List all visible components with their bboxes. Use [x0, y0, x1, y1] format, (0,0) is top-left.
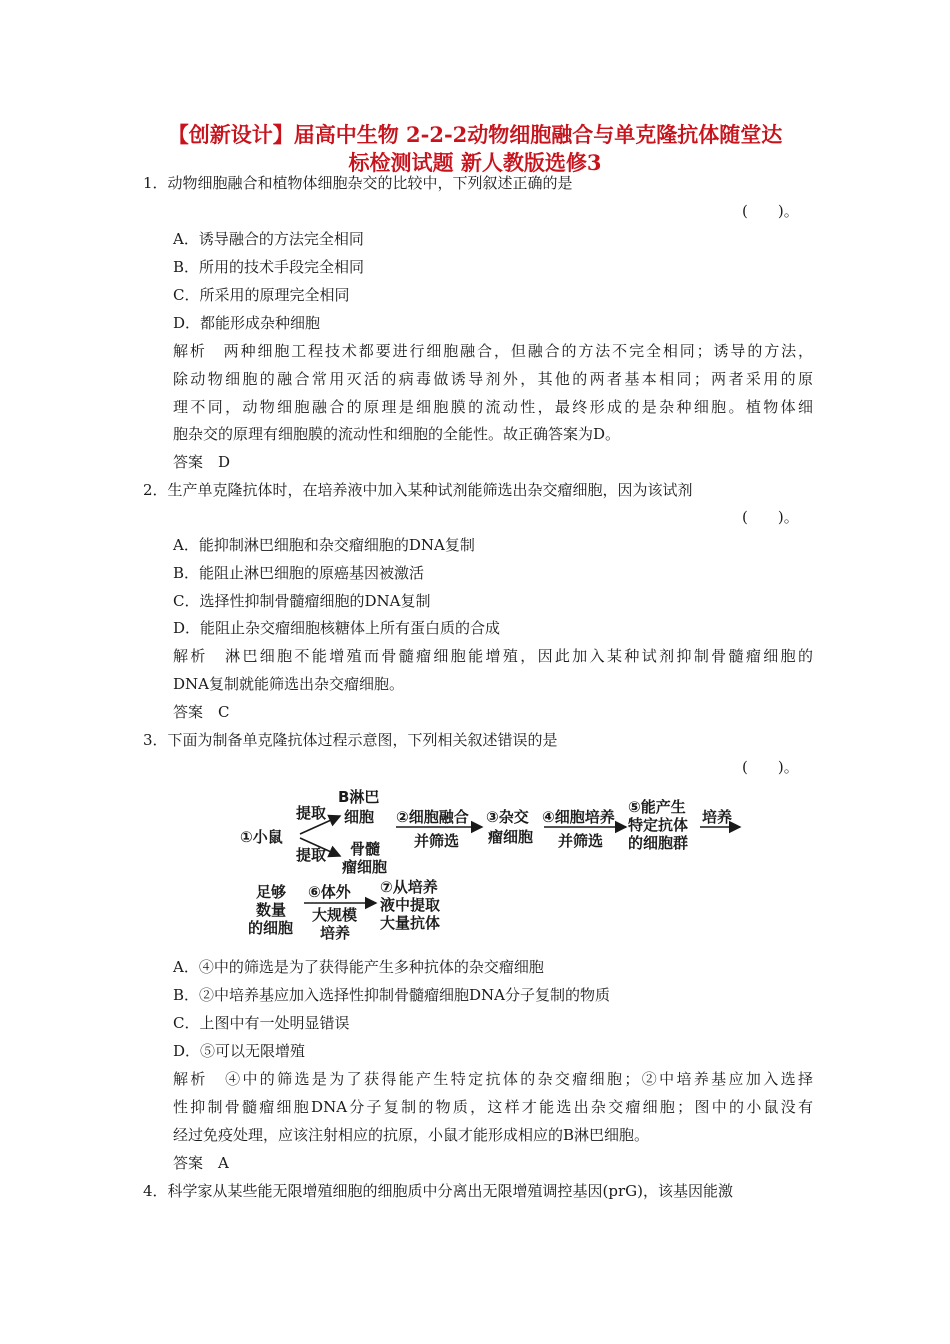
q1-option-c: C．所采用的原理完全相同: [173, 286, 350, 304]
title-line-1: 【创新设计】届高中生物 2-2-2动物细胞融合与单克隆抗体随堂达: [167, 122, 783, 147]
q3-analysis-line: 经过免疫处理，应该注射相应的抗原，小鼠才能形成相应的B淋巴细胞。: [173, 1126, 650, 1144]
diagram-step2-top: ②细胞融合: [396, 808, 469, 826]
diagram-group5-3: 的细胞群: [628, 834, 689, 852]
q1-stem: 1．动物细胞融合和植物体细胞杂交的比较中，下列叙述正确的是: [143, 174, 573, 192]
q2-analysis-line: 解析 淋巴细胞不能增殖而骨髓瘤细胞能增殖，因此加入某种试剂抑制骨髓瘤细胞的: [173, 647, 813, 665]
q1-answer: 答案 D: [173, 453, 231, 471]
q2-option-b: B．能阻止淋巴细胞的原癌基因被激活: [173, 564, 425, 582]
q2-option-a: A．能抑制淋巴细胞和杂交瘤细胞的DNA复制: [173, 536, 475, 554]
q3-option-a: A．④中的筛选是为了获得能产生多种抗体的杂交瘤细胞: [173, 958, 544, 976]
q3-analysis-line: 解析 ④中的筛选是为了获得能产生特定抗体的杂交瘤细胞；②中培养基应加入选择: [173, 1070, 813, 1088]
q1-option-a: A．诱导融合的方法完全相同: [173, 230, 364, 248]
q2-answer-bracket: ( )。: [742, 508, 799, 526]
q3-analysis-line: 性抑制骨髓瘤细胞DNA分子复制的物质，这样才能选出杂交瘤细胞；图中的小鼠没有: [173, 1098, 813, 1116]
diagram-extract-bottom: 提取: [296, 846, 327, 864]
diagram-step4-bottom: 并筛选: [558, 832, 604, 850]
diagram-culture: 培养: [702, 808, 733, 826]
q1-analysis-line: 胞杂交的原理有细胞膜的流动性和细胞的全能性。故正确答案为D。: [173, 425, 621, 443]
diagram-step6-1: ⑥体外: [308, 883, 351, 901]
diagram-group5-2: 特定抗体: [628, 816, 689, 834]
diagram-group5-1: ⑤能产生: [628, 798, 686, 816]
diagram-myeloma-2: 瘤细胞: [342, 858, 388, 876]
diagram-step6-2: 大规模: [312, 906, 358, 924]
diagram-b-cell-1: B淋巴: [338, 788, 380, 806]
q1-option-d: D．都能形成杂种细胞: [173, 314, 321, 332]
diagram-enough-2: 数量: [256, 901, 287, 919]
diagram-enough-1: 足够: [256, 883, 287, 901]
q2-option-d: D．能阻止杂交瘤细胞核糖体上所有蛋白质的合成: [173, 619, 501, 637]
q3-option-c: C．上图中有一处明显错误: [173, 1014, 350, 1032]
q4-stem: 4．科学家从某些能无限增殖细胞的细胞质中分离出无限增殖调控基因(prG)，该基因能激: [143, 1182, 734, 1200]
diagram-step6-3: 培养: [320, 924, 351, 942]
diagram-step7-2: 液中提取: [380, 896, 441, 914]
monoclonal-antibody-process-diagram: [236, 782, 746, 944]
q1-analysis-line: 解析 两种细胞工程技术都要进行细胞融合，但融合的方法不完全相同；诱导的方法，: [173, 342, 813, 360]
q3-answer-bracket: ( )。: [742, 758, 799, 776]
q2-option-c: C．选择性抑制骨髓瘤细胞的DNA复制: [173, 592, 431, 610]
q3-option-d: D．⑤可以无限增殖: [173, 1042, 306, 1060]
q1-analysis-line: 除动物细胞的融合常用灭活的病毒做诱导剂外，其他的两者基本相同；两者采用的原: [173, 370, 813, 388]
diagram-enough-3: 的细胞: [248, 919, 294, 937]
q2-answer: 答案 C: [173, 703, 230, 721]
document-title: [120, 121, 830, 177]
diagram-mouse: ①小鼠: [240, 828, 283, 846]
q2-stem: 2．生产单克隆抗体时，在培养液中加入某种试剂能筛选出杂交瘤细胞，因为该试剂: [143, 481, 693, 499]
diagram-hybridoma-2: 瘤细胞: [488, 828, 534, 846]
diagram-step7-1: ⑦从培养: [380, 878, 438, 896]
diagram-extract-top: 提取: [296, 804, 327, 822]
diagram-step4-top: ④细胞培养: [542, 808, 615, 826]
q1-analysis-line: 理不同，动物细胞融合的原理是细胞膜的流动性，最终形成的是杂种细胞。植物体细: [173, 398, 813, 416]
q3-answer: 答案 A: [173, 1154, 229, 1172]
q1-option-b: B．所用的技术手段完全相同: [173, 258, 365, 276]
diagram-b-cell-2: 细胞: [344, 808, 375, 826]
q3-option-b: B．②中培养基应加入选择性抑制骨髓瘤细胞DNA分子复制的物质: [173, 986, 611, 1004]
diagram-myeloma-1: 骨髓: [350, 840, 381, 858]
diagram-step2-bottom: 并筛选: [414, 832, 460, 850]
q1-answer-bracket: ( )。: [742, 202, 799, 220]
title-line-2: 标检测试题 新人教版选修3: [348, 150, 602, 175]
q2-analysis-line: DNA复制就能筛选出杂交瘤细胞。: [173, 675, 404, 693]
diagram-step7-3: 大量抗体: [380, 914, 441, 932]
q3-stem: 3．下面为制备单克隆抗体过程示意图，下列相关叙述错误的是: [143, 731, 558, 749]
diagram-hybridoma-1: ③杂交: [486, 808, 529, 826]
